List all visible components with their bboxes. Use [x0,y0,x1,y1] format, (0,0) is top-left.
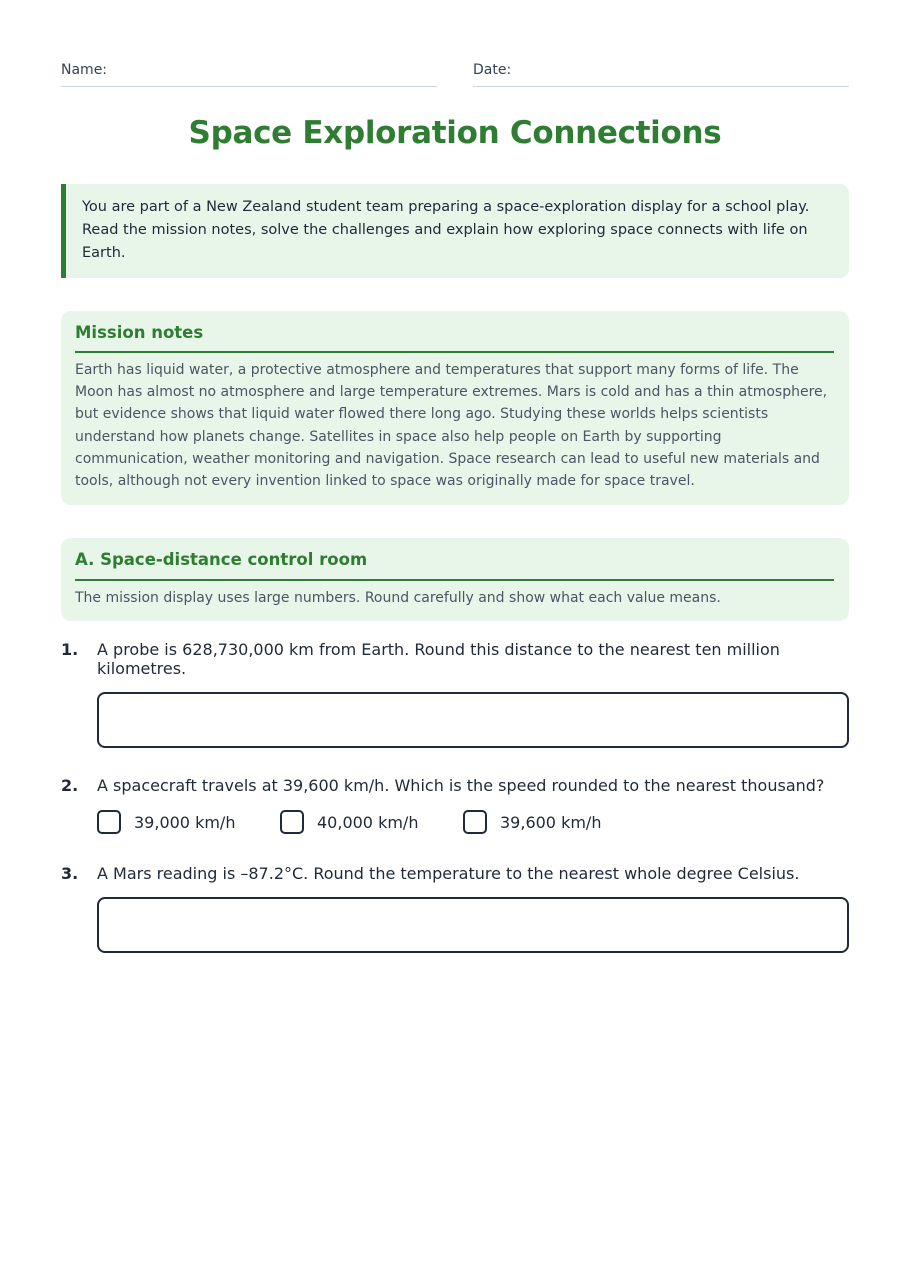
mission-notes-heading: Mission notes [75,323,834,353]
section-a-body: The mission display uses large numbers. Round carefully and show what each value means. [75,590,721,607]
name-label: Name: [61,62,108,78]
question-text: A Mars reading is –87.2°C. Round the temperature to the nearest whole degree Celsius. [97,864,800,884]
option-1[interactable] [97,810,280,834]
checkbox[interactable] [97,810,121,834]
answer-box-1[interactable] [97,692,849,748]
option-label: 39,000 km/h [134,812,236,832]
answer-box-3[interactable] [97,897,849,953]
page-title: Space Exploration Connections [188,115,722,151]
option-2[interactable] [280,810,463,834]
question-text: A probe is 628,730,000 km from Earth. Round this distance to the nearest ten million kilometres. [97,640,780,679]
header-fields [61,61,849,87]
question-number: 3. [61,864,79,884]
question-3 [61,864,849,883]
name-field[interactable] [61,61,437,87]
question-1 [61,640,849,678]
question-number: 1. [61,640,79,660]
mission-notes-panel [61,311,849,505]
date-label: Date: [473,62,512,78]
question-number: 2. [61,776,79,796]
checkbox[interactable] [280,810,304,834]
question-text: A spacecraft travels at 39,600 km/h. Which is the speed rounded to the nearest thousand? [97,776,825,796]
option-3[interactable] [463,810,646,834]
option-label: 40,000 km/h [317,812,419,832]
section-a-panel [61,538,849,621]
checkbox[interactable] [463,810,487,834]
date-field[interactable] [473,61,849,87]
mission-notes-body: Earth has liquid water, a protective atmosphere and temperatures that support many forms of life. The Moon has almost no atmosphere and large temperature extremes. Mars is cold and has a thin atmosphere, but evidence shows that liquid water flowed there long ago. Studying these worlds helps scientists understand how planets change. Satellites in space also help people on Earth by supporting communication, weather monitoring and navigation. Space research can lead to useful new materials and tools, although not every invention linked to space was originally made for space travel. [75,362,828,490]
answer-options [97,810,849,834]
option-label: 39,600 km/h [500,812,602,832]
section-a-heading: A. Space-distance control room [75,550,834,581]
intro-callout: You are part of a New Zealand student team preparing a space-exploration display for a school play. Read the mission notes, solve the challenges and explain how exploring space connects with life on Earth. [61,184,849,278]
question-2 [61,776,849,795]
